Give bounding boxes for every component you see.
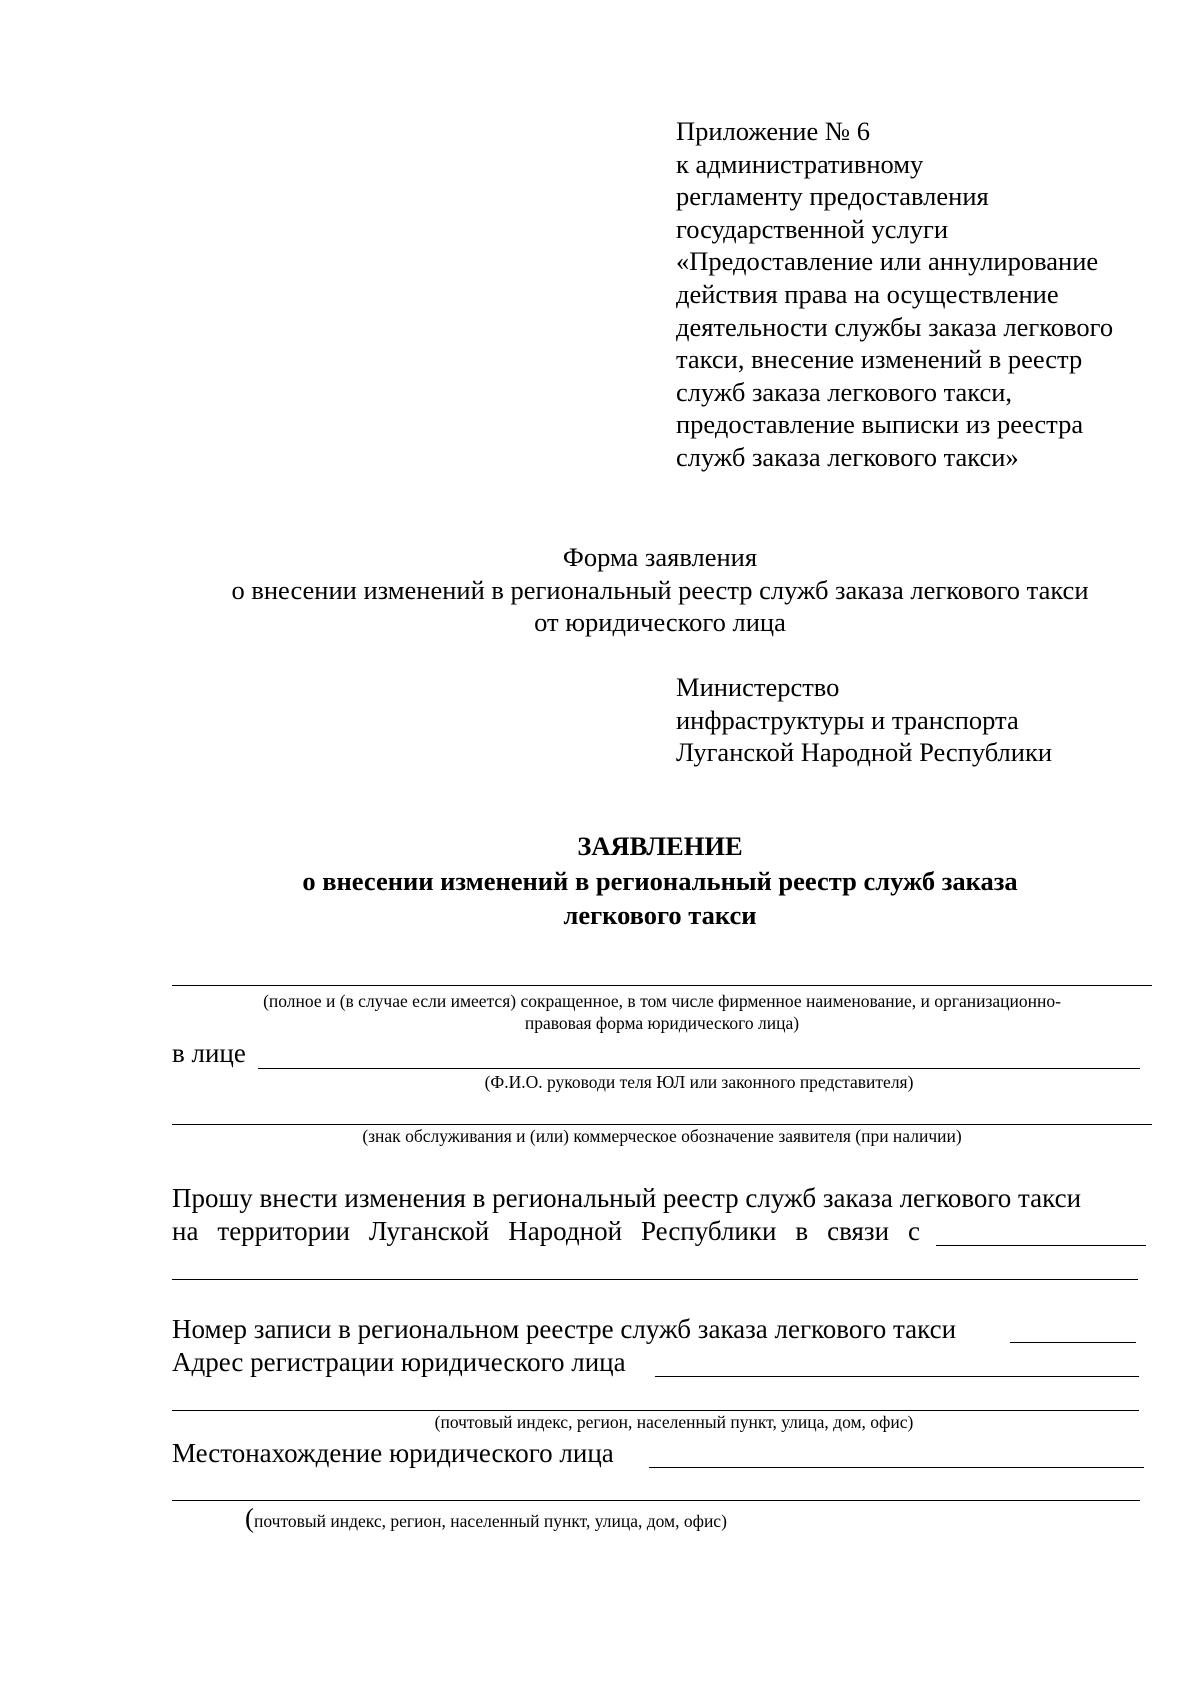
in-person-label: в лице bbox=[172, 1038, 246, 1068]
appendix-reference bbox=[676, 115, 1176, 474]
appendix-line: регламенту предоставления bbox=[676, 181, 989, 212]
appendix-line: к административному bbox=[676, 148, 924, 179]
addressee-line: Луганской Народной Республики bbox=[676, 737, 1053, 767]
appendix-line: предоставление выписки из реестра bbox=[676, 409, 1084, 440]
appendix-line: действия права на осуществление bbox=[676, 278, 1059, 309]
location-field-line[interactable] bbox=[649, 1467, 1144, 1468]
registry-number-field-line[interactable] bbox=[1010, 1342, 1136, 1343]
org-name-caption-line: правовая форма юридического лица) bbox=[524, 1013, 800, 1033]
org-name-caption-line: (полное и (в случае если имеется) сокращенное, в том числе фирменное наименование, и организационно- bbox=[263, 991, 1061, 1011]
request-word: с bbox=[907, 1216, 920, 1246]
request-word: Народной bbox=[508, 1216, 623, 1246]
in-person-field-line[interactable] bbox=[258, 1068, 1140, 1069]
registry-number-label: Номер записи в региональном реестре служб заказа легкового такси bbox=[172, 1314, 957, 1344]
form-heading-line: Форма заявления bbox=[562, 542, 758, 572]
title-main: ЗАЯВЛЕНИЕ bbox=[577, 831, 743, 861]
location-caption-paren: ( bbox=[245, 1503, 254, 1533]
appendix-line: такси, внесение изменений в реестр bbox=[676, 344, 1083, 375]
appendix-line: деятельности службы заказа легкового bbox=[676, 311, 1114, 342]
title-subline: о внесении изменений в региональный реестр служб заказа bbox=[302, 865, 1018, 896]
reg-address-label: Адрес регистрации юридического лица bbox=[172, 1347, 626, 1377]
request-text-line-1: Прошу внести изменения в региональный реестр служб заказа легкового такси bbox=[172, 1183, 1082, 1213]
reg-address-field-line[interactable] bbox=[655, 1376, 1139, 1377]
addressee-line: инфраструктуры и транспорта bbox=[676, 704, 1019, 735]
reason-field-line[interactable] bbox=[936, 1245, 1146, 1246]
addressee-line: Министерство bbox=[676, 672, 840, 702]
request-word: Луганской bbox=[368, 1216, 490, 1246]
reason-field-line-2[interactable] bbox=[172, 1279, 1138, 1280]
request-text-line-2 bbox=[172, 1215, 920, 1247]
appendix-line: Приложение № 6 bbox=[676, 116, 871, 146]
form-heading-line: от юридического лица bbox=[534, 607, 786, 637]
org-name-caption bbox=[172, 990, 1152, 1034]
appendix-line: служб заказа легкового такси, bbox=[676, 376, 1013, 407]
form-heading-line: о внесении изменений в региональный реестр служб заказа легкового такси bbox=[231, 574, 1089, 605]
appendix-line: служб заказа легкового такси» bbox=[676, 441, 1019, 472]
in-person-caption: (Ф.И.О. руководи теля ЮЛ или законного представителя) bbox=[484, 1072, 914, 1092]
location-label: Местонахождение юридического лица bbox=[172, 1438, 614, 1468]
appendix-line: государственной услуги bbox=[676, 213, 949, 244]
form-heading bbox=[0, 541, 1200, 639]
title-subline: легкового такси bbox=[563, 900, 757, 930]
request-word: на bbox=[172, 1216, 199, 1246]
appendix-line: «Предоставление или аннулирование bbox=[676, 246, 1099, 277]
request-word: связи bbox=[827, 1216, 890, 1246]
location-caption-text: почтовый индекс, регион, населенный пункт, улица, дом, офис) bbox=[254, 1511, 727, 1531]
reg-address-caption: (почтовый индекс, регион, населенный пункт, улица, дом, офис) bbox=[434, 1412, 914, 1432]
request-word: территории bbox=[217, 1216, 350, 1246]
org-name-field-line[interactable] bbox=[172, 985, 1152, 986]
request-word: в bbox=[795, 1216, 809, 1246]
addressee-block bbox=[676, 671, 1052, 769]
location-caption bbox=[245, 1503, 727, 1533]
request-word: Республики bbox=[641, 1216, 777, 1246]
document-title bbox=[0, 829, 1200, 933]
location-field-line-2[interactable] bbox=[172, 1500, 1140, 1501]
service-mark-caption: (знак обслуживания и (или) коммерческое обозначение заявителя (при наличии) bbox=[362, 1126, 962, 1146]
